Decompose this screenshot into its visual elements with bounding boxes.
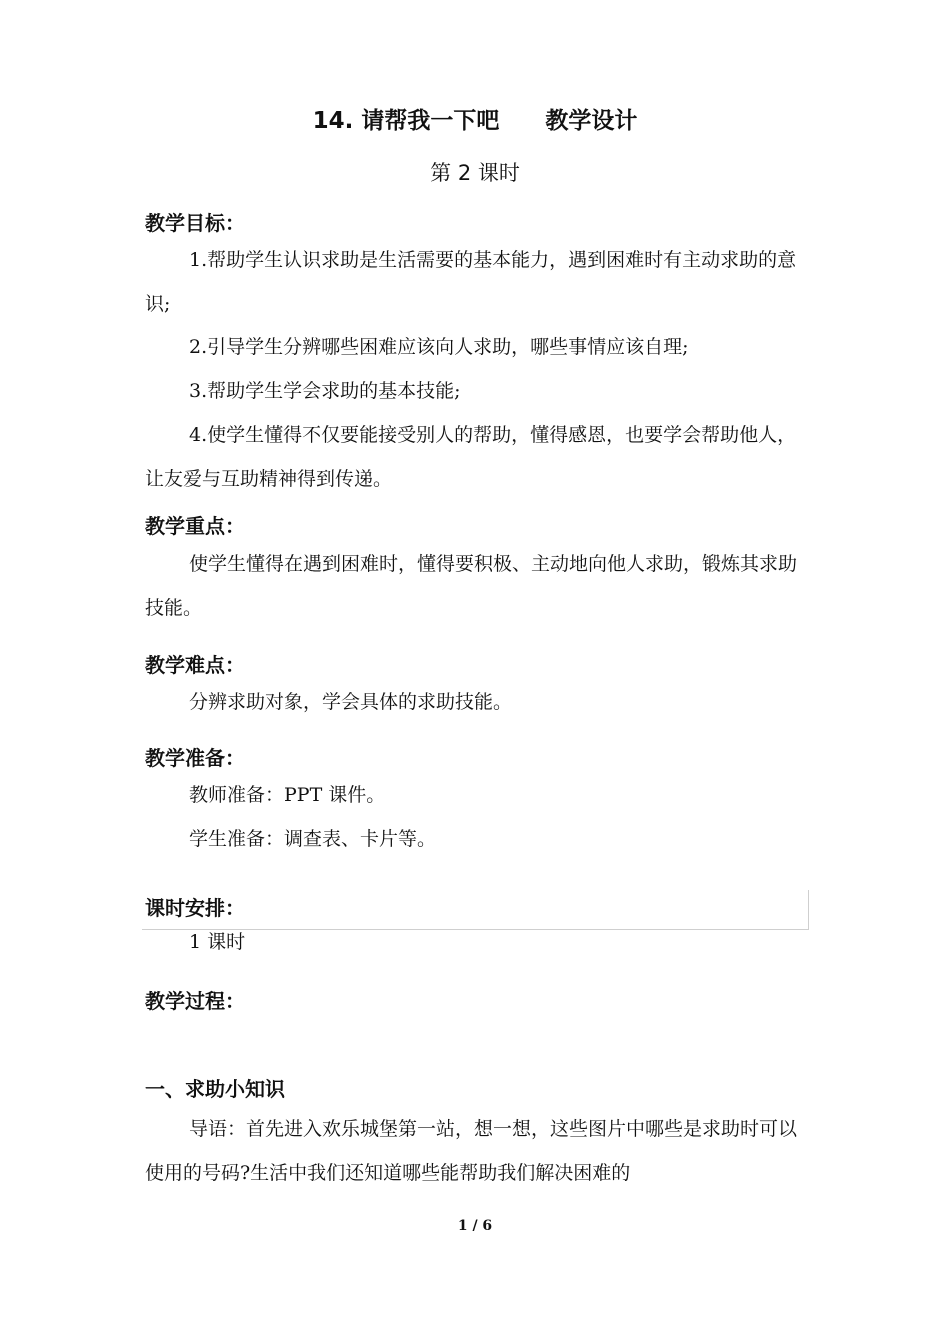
document-title (0, 102, 950, 135)
process-heading: 教学过程： (145, 989, 245, 1013)
title-main: 14. 请帮我一下吧 (312, 108, 500, 134)
key-text: 使学生懂得在遇到困难时，懂得要积极、主动地向他人求助，锻炼其求助技能。 (145, 553, 798, 619)
lesson-subtitle: 第 2 课时 (430, 161, 520, 185)
prep-student: 学生准备：调查表、卡片等。 (189, 828, 437, 850)
difficulty-text: 分辨求助对象，学会具体的求助技能。 (189, 691, 513, 713)
goals-heading: 教学目标： (145, 211, 245, 235)
schedule-text: 1 课时 (189, 931, 246, 953)
part1-heading: 一、求助小知识 (145, 1077, 285, 1101)
page-number: 1 / 6 (457, 1218, 493, 1234)
goal-item-3: 3.帮助学生学会求助的基本技能; (189, 380, 461, 402)
goal-item-4: 4.使学生懂得不仅要能接受别人的帮助，懂得感恩，也要学会帮助他人，让友爱与互助精神得到传递。 (145, 424, 797, 490)
part1-text: 导语：首先进入欢乐城堡第一站，想一想，这些图片中哪些是求助时可以使用的号码?生活中我们还知道哪些能帮助我们解决困难的 (145, 1118, 798, 1184)
prep-heading: 教学准备： (145, 746, 245, 770)
goal-item-1: 1.帮助学生认识求助是生活需要的基本能力，遇到困难时有主动求助的意识; (145, 249, 797, 315)
title-suffix: 教学设计 (545, 108, 638, 134)
goal-item-2: 2.引导学生分辨哪些困难应该向人求助，哪些事情应该自理; (189, 336, 689, 358)
key-heading: 教学重点： (145, 514, 245, 538)
schedule-heading: 课时安排： (145, 896, 245, 920)
difficulty-heading: 教学难点： (145, 653, 245, 677)
prep-teacher: 教师准备：PPT 课件。 (189, 784, 386, 806)
